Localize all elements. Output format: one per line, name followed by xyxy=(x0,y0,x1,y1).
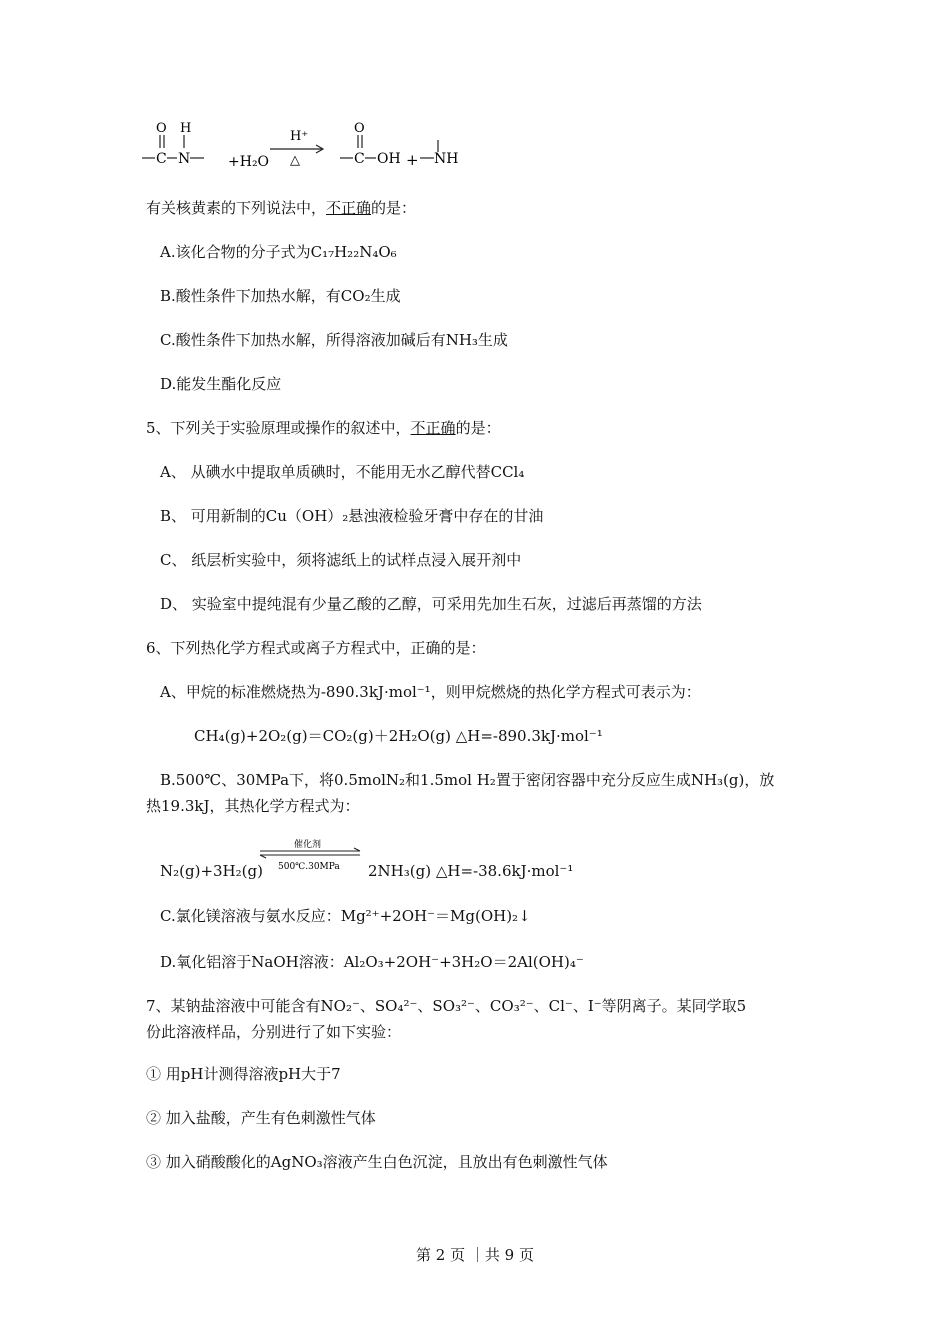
q6-option-b-line1: B.500℃、30MPa下，将0.5molN₂和1.5mol H₂置于密闭容器中充分反应生成NH₃(g)，放 xyxy=(160,771,775,789)
arrow-catalyst-label: 催化剂 xyxy=(294,840,322,850)
q6-option-b-line2: 热19.3kJ，其热化学方程式为： xyxy=(146,797,360,815)
amide-h-left: H xyxy=(180,121,192,136)
q6-stem: 6、下列热化学方程式或离子方程式中，正确的是： xyxy=(146,639,486,657)
q6-option-c: C.氯化镁溶液与氨水反应：Mg²⁺+2OH⁻＝Mg(OH)₂↓ xyxy=(160,907,531,925)
q4-option-d: D.能发生酯化反应 xyxy=(160,375,282,393)
q4-stem-suffix: 的是： xyxy=(371,199,417,217)
reversible-arrow xyxy=(254,836,366,878)
carbonyl-o-right: O xyxy=(354,121,365,136)
q6-option-b-eq-left: N₂(g)+3H₂(g) xyxy=(160,862,263,880)
q4-option-a: A.该化合物的分子式为C₁₇H₂₂N₄O₆ xyxy=(160,243,397,261)
q6-option-a: A、甲烷的标准燃烧热为-890.3kJ·mol⁻¹，则甲烷燃烧的热化学方程式可表示为： xyxy=(160,683,701,701)
q4-stem-prefix: 有关核黄素的下列说法中， xyxy=(146,199,327,217)
q5-stem-suffix: 的是： xyxy=(455,419,501,437)
carbonyl-c-right: C xyxy=(354,151,365,167)
arrow-conditions-label: 500℃.30MPa xyxy=(278,862,340,872)
amine-nh: NH xyxy=(434,151,459,167)
q7-stem-line2: 份此溶液样品，分别进行了如下实验： xyxy=(146,1023,402,1041)
q4-stem xyxy=(146,198,416,218)
q7-step-1: ① 用pH计测得溶液pH大于7 xyxy=(146,1065,341,1083)
q7-step-3: ③ 加入硝酸酸化的AgNO₃溶液产生白色沉淀，且放出有色刺激性气体 xyxy=(146,1153,608,1171)
q7-step-2: ② 加入盐酸，产生有色刺激性气体 xyxy=(146,1109,376,1127)
q4-option-c: C.酸性条件下加热水解，所得溶液加碱后有NH₃生成 xyxy=(160,331,508,349)
q5-option-a: A、 从碘水中提取单质碘时，不能用无水乙醇代替CCl₄ xyxy=(160,463,525,481)
q4-option-b: B.酸性条件下加热水解，有CO₂生成 xyxy=(160,287,401,305)
q6-option-a-equation: CH₄(g)+2O₂(g)＝CO₂(g)＋2H₂O(g) △H=-890.3kJ·mol⁻¹ xyxy=(194,727,603,745)
amide-hydrolysis-scheme xyxy=(140,118,480,176)
heat-symbol: △ xyxy=(290,153,300,168)
plus-water: +H₂O xyxy=(228,154,270,170)
q6-option-d: D.氧化铝溶于NaOH溶液：Al₂O₃+2OH⁻+3H₂O＝2Al(OH)₄⁻ xyxy=(160,953,584,971)
catalyst-h-plus: H⁺ xyxy=(290,129,309,144)
q5-stem-underlined: 不正确 xyxy=(410,419,456,437)
amide-n-left: N xyxy=(178,151,191,167)
q5-stem xyxy=(146,418,501,438)
q4-stem-underlined: 不正确 xyxy=(326,199,372,217)
plus-sign: + xyxy=(406,151,419,169)
page-footer: 第 2 页 ｜共 9 页 xyxy=(416,1246,534,1264)
q5-option-d: D、 实验室中提纯混有少量乙酸的乙醇，可采用先加生石灰，过滤后再蒸馏的方法 xyxy=(160,595,702,613)
q6-option-b-eq-right: 2NH₃(g) △H=-38.6kJ·mol⁻¹ xyxy=(368,862,574,880)
carbonyl-o-left: O xyxy=(156,121,167,136)
carbonyl-c-left: C xyxy=(156,151,167,167)
q5-stem-prefix: 5、下列关于实验原理或操作的叙述中， xyxy=(146,419,411,437)
q5-option-c: C、 纸层析实验中，须将滤纸上的试样点浸入展开剂中 xyxy=(160,551,522,569)
hydroxyl-oh: OH xyxy=(377,151,401,167)
q5-option-b: B、 可用新制的Cu（OH）₂悬浊液检验牙膏中存在的甘油 xyxy=(160,507,544,525)
q7-stem-line1: 7、某钠盐溶液中可能含有NO₂⁻、SO₄²⁻、SO₃²⁻、CO₃²⁻、Cl⁻、I⁻等阴离子。某同学取5 xyxy=(146,997,747,1015)
